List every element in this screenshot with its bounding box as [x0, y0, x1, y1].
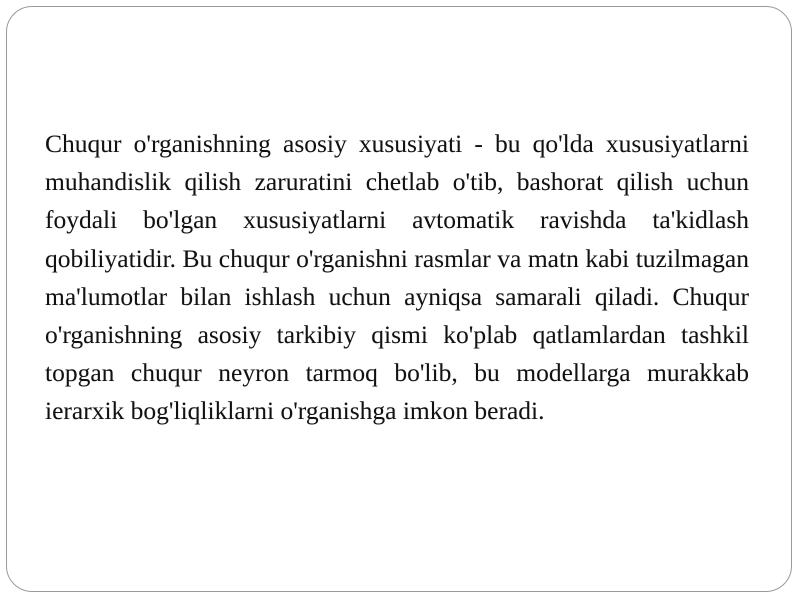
slide-body-paragraph: Chuqur o'rganishning asosiy xususiyati - bu qo'lda xususiyatlarni muhandislik qilish zaruratini chetlab o'tib, bashorat qilish uchun foydali bo'lgan xususiyatlarni avtomatik ravishda ta'kidlash qobiliyatidir. Bu chuqur o'rganishni rasmlar va matn kabi tuzilmagan ma'lumotlar bilan ishlash uchun ayniqsa samarali qiladi. Chuqur o'rganishning asosiy tarkibiy qismi ko'plab qatlamlardan tashkil topgan chuqur neyron tarmoq bo'lib, bu modellarga murakkab ierarxik bog'liqliklarni o'rganishga imkon beradi. [45, 129, 749, 426]
slide-frame [6, 6, 792, 592]
